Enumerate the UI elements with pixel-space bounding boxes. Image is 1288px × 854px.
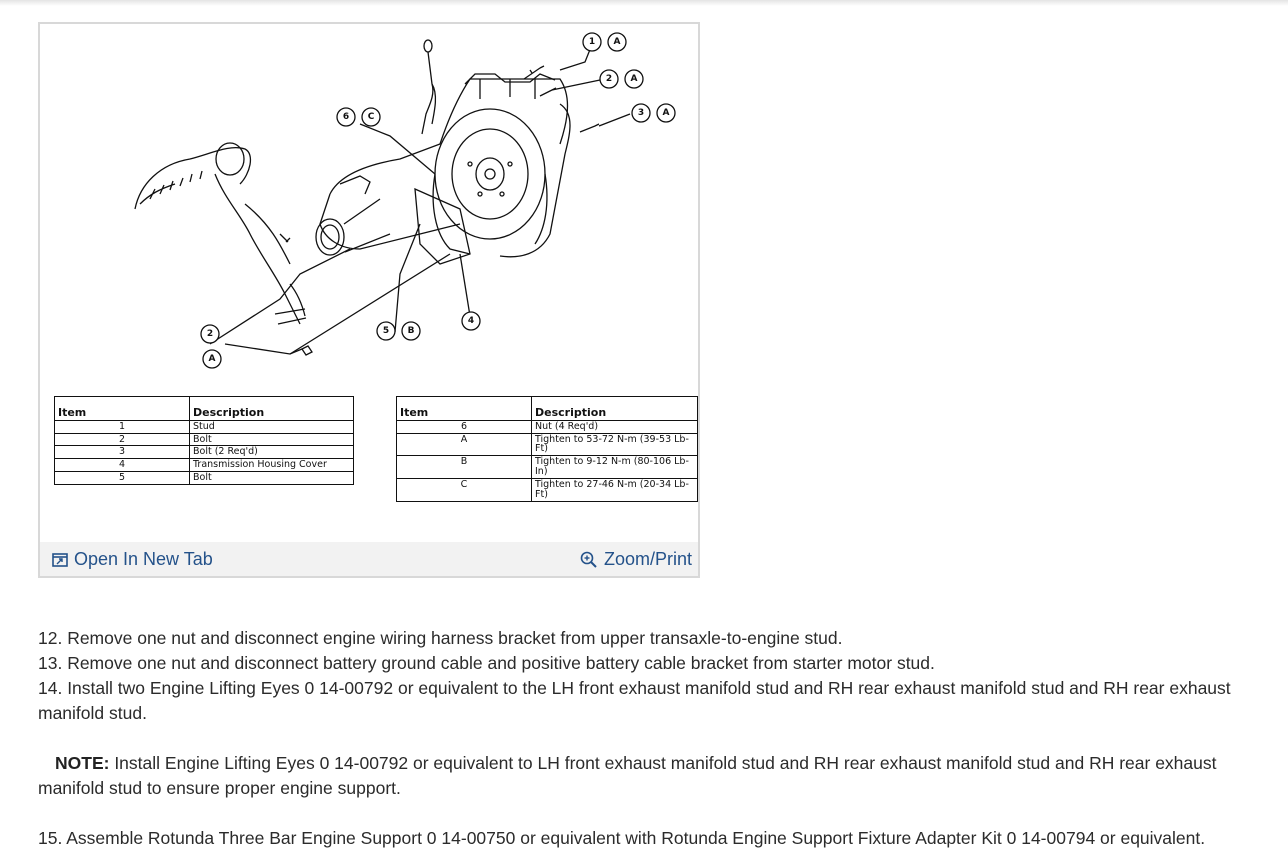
callout-b: B <box>407 326 415 336</box>
open-in-new-tab-link[interactable] <box>52 549 213 570</box>
item-cell: 4 <box>55 459 190 472</box>
open-in-new-tab-label: Open In New Tab <box>74 549 213 569</box>
table-row <box>55 446 354 459</box>
item-cell: A <box>397 433 532 456</box>
step-13: 13. Remove one nut and disconnect battery ground cable and positive battery cable bracket from starter motor stud. <box>38 653 935 673</box>
step-15: 15. Assemble Rotunda Three Bar Engine Support 0 14-00750 or equivalent with Rotunda Engine Support Fixture Adapter Kit 0 14-00794 or equivalent. <box>38 828 1206 848</box>
item-cell: 6 <box>397 420 532 433</box>
description-cell: Nut (4 Req'd) <box>532 420 698 433</box>
table-header-item: Item <box>397 397 532 421</box>
zoom-in-icon <box>580 551 598 569</box>
item-cell: B <box>397 456 532 479</box>
table-row <box>55 433 354 446</box>
table-row <box>397 456 698 479</box>
table-header-description: Description <box>532 397 698 421</box>
callout-a: A <box>208 354 216 364</box>
note-paragraph <box>38 751 1258 801</box>
step-12: 12. Remove one nut and disconnect engine wiring harness bracket from upper transaxle-to-engine stud. <box>38 628 843 648</box>
description-cell: Transmission Housing Cover <box>190 459 354 472</box>
callout-a: A <box>662 108 670 118</box>
instruction-steps <box>38 626 1258 851</box>
parts-table-left <box>54 396 354 485</box>
item-cell: 5 <box>55 472 190 485</box>
callout-4: 4 <box>467 316 475 326</box>
callout-5: 5 <box>382 326 390 336</box>
description-cell: Bolt (2 Req'd) <box>190 446 354 459</box>
callout-c: C <box>367 112 375 122</box>
callout-a: A <box>613 37 621 47</box>
description-cell: Tighten to 9-12 N-m (80-106 Lb-In) <box>532 456 698 479</box>
table-row <box>397 433 698 456</box>
description-cell: Tighten to 27-46 N-m (20-34 Lb-Ft) <box>532 479 698 502</box>
table-row <box>55 420 354 433</box>
figure-footer <box>40 542 698 576</box>
top-shadow-bar <box>0 0 1288 6</box>
table-header-item: Item <box>55 397 190 421</box>
zoom-print-link[interactable] <box>580 549 692 570</box>
table-row <box>397 420 698 433</box>
item-cell: 2 <box>55 433 190 446</box>
zoom-print-label: Zoom/Print <box>603 549 692 569</box>
callout-2: 2 <box>206 329 214 339</box>
parts-table-right <box>396 396 698 502</box>
description-cell: Bolt <box>190 472 354 485</box>
note-text: Install Engine Lifting Eyes 0 14-00792 or equivalent to LH front exhaust manifold stud and RH rear exhaust manifold stud and RH rear exhaust manifold stud to ensure proper engine support. <box>38 753 1217 798</box>
description-cell: Bolt <box>190 433 354 446</box>
callout-2: 2 <box>605 74 613 84</box>
transmission-diagram <box>40 24 698 394</box>
diagram-callouts <box>201 33 675 368</box>
table-header-description: Description <box>190 397 354 421</box>
item-cell: C <box>397 479 532 502</box>
callout-3: 3 <box>637 108 645 118</box>
item-cell: 1 <box>55 420 190 433</box>
diagram-figure <box>38 22 700 578</box>
step-14: 14. Install two Engine Lifting Eyes 0 14-00792 or equivalent to the LH front exhaust manifold stud and RH rear exhaust manifold stud and RH rear exhaust manifold stud. <box>38 678 1231 723</box>
description-cell: Tighten to 53-72 N-m (39-53 Lb-Ft) <box>532 433 698 456</box>
note-label: NOTE: <box>55 753 110 773</box>
callout-a: A <box>630 74 638 84</box>
item-cell: 3 <box>55 446 190 459</box>
callout-6: 6 <box>342 112 350 122</box>
description-cell: Stud <box>190 420 354 433</box>
table-row <box>55 472 354 485</box>
callout-1: 1 <box>588 37 596 47</box>
table-row <box>55 459 354 472</box>
table-row <box>397 479 698 502</box>
open-new-tab-icon <box>52 553 68 567</box>
